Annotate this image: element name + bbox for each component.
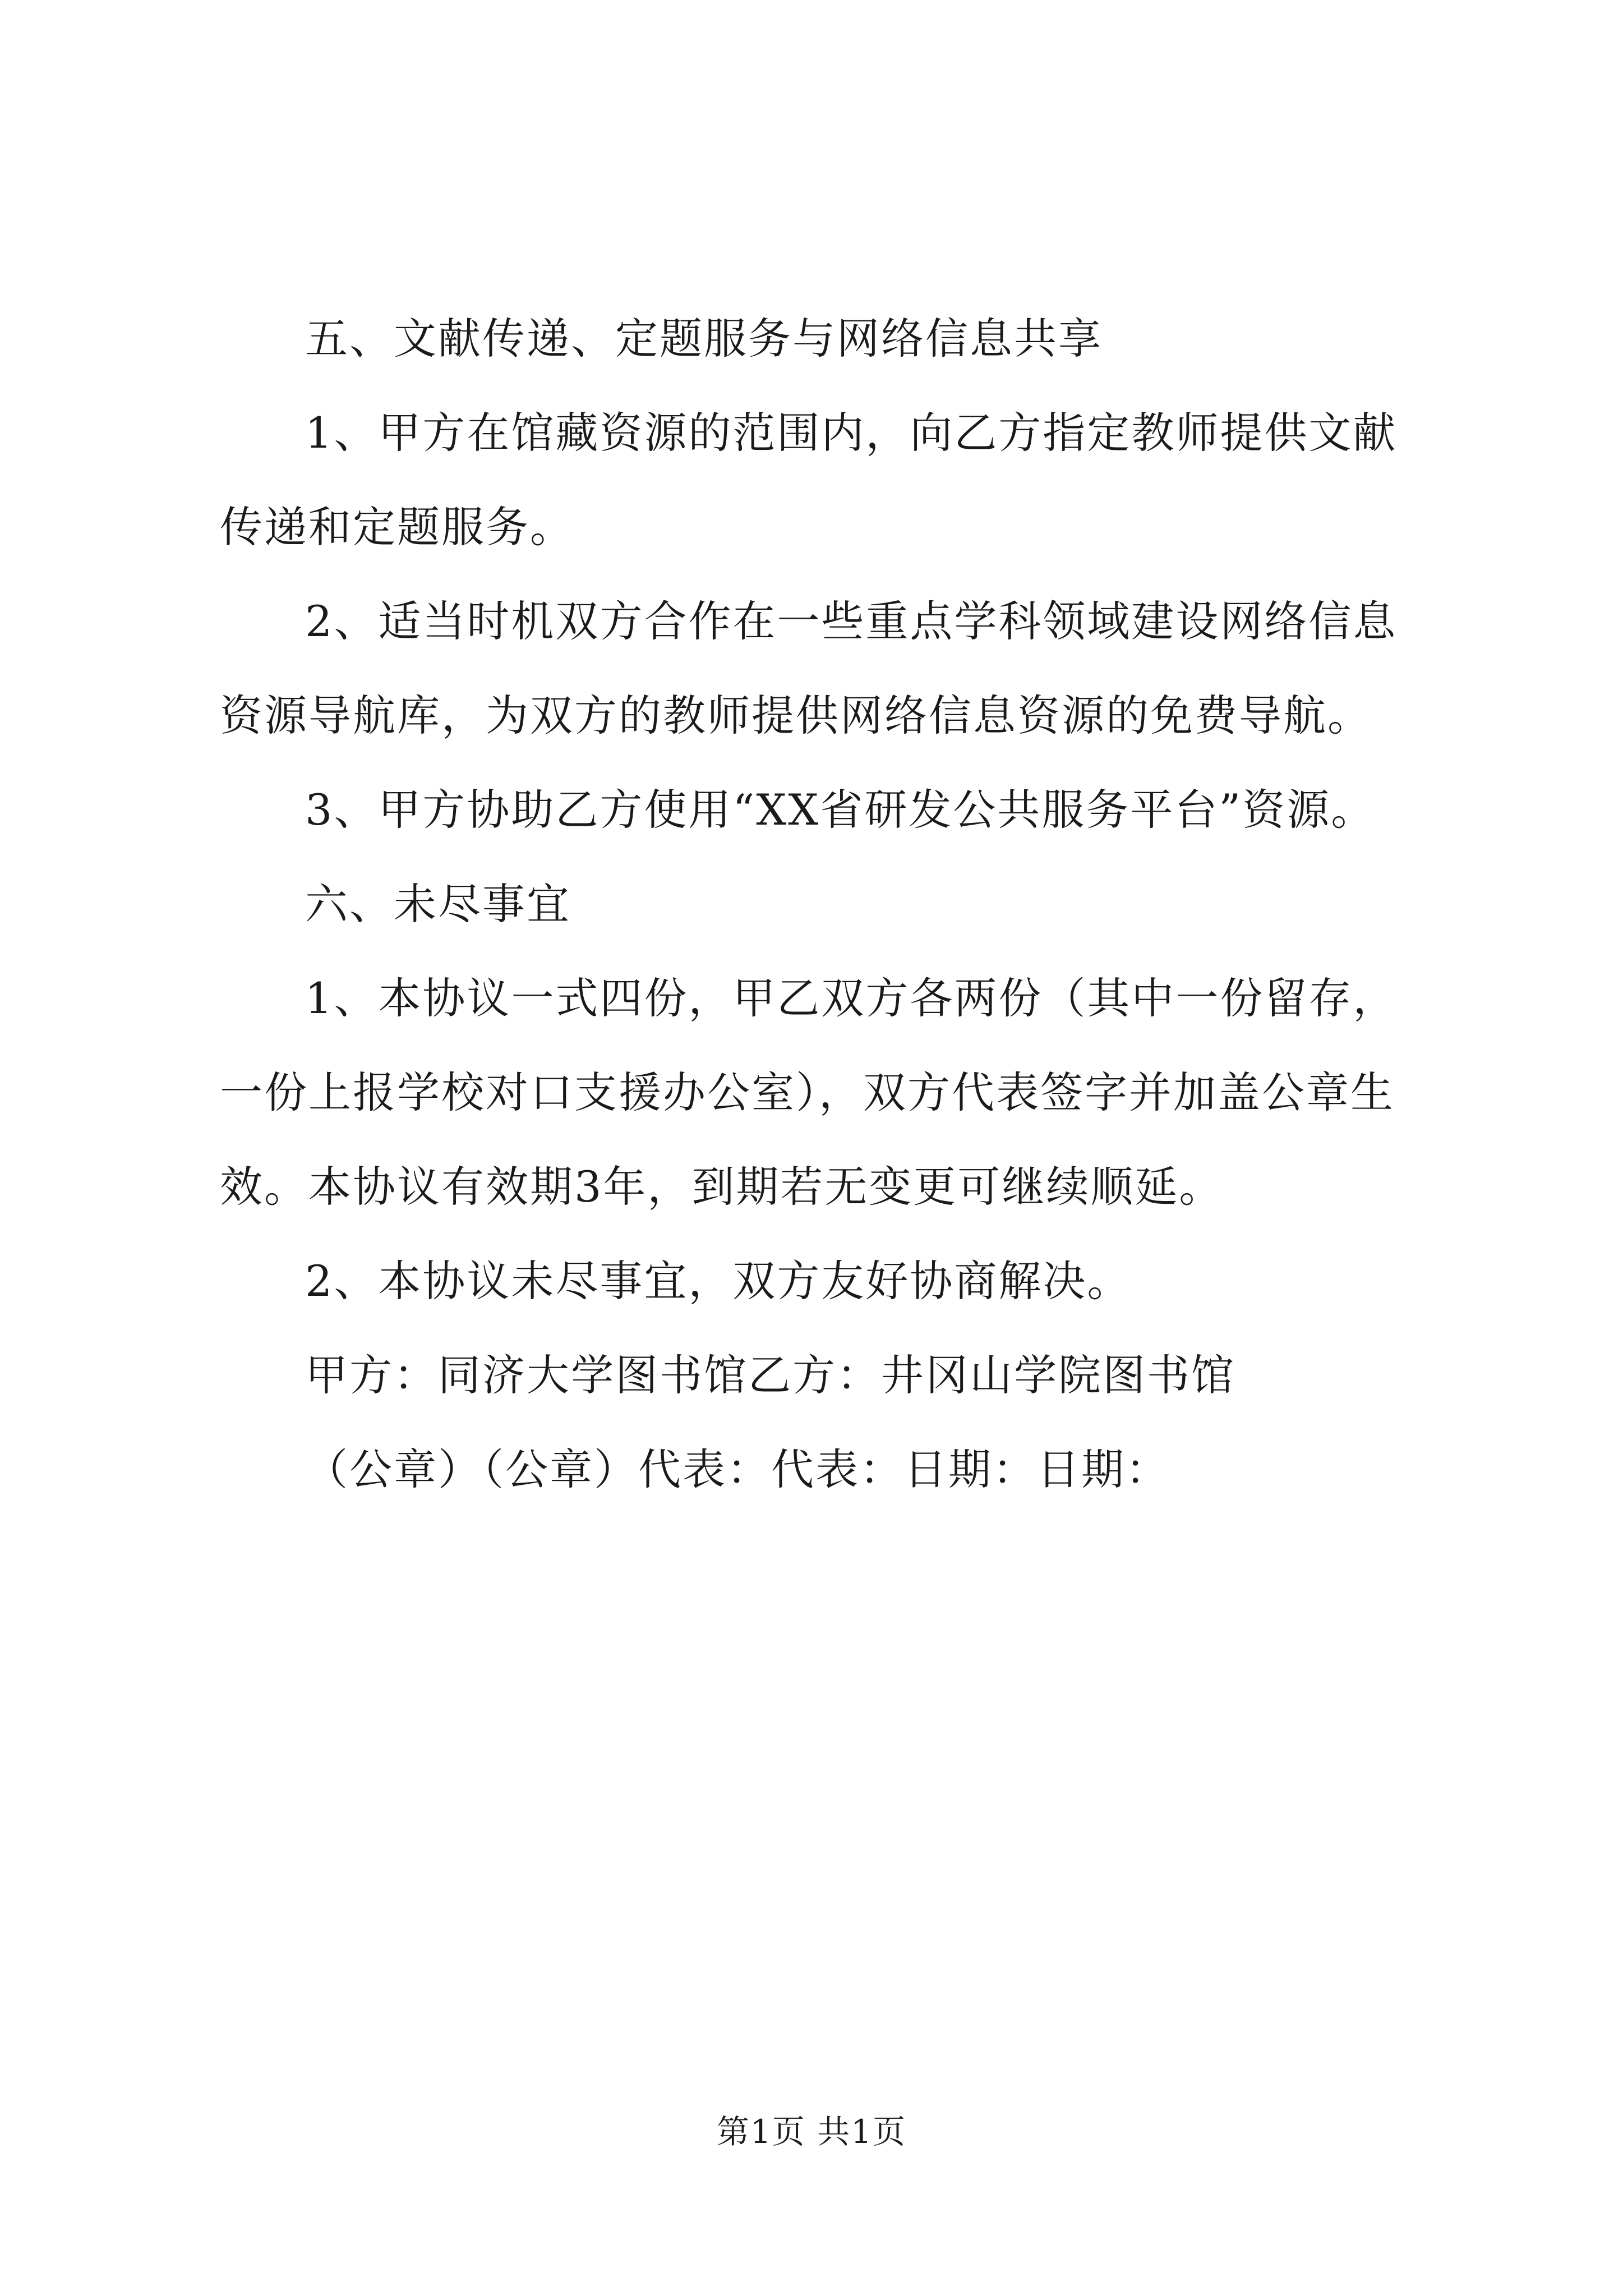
paragraph-6-2: 2、本协议未尽事宜，双方友好协商解决。 <box>305 1256 1132 1306</box>
section-heading-5: 五、文献传递、定题服务与网络信息共享 <box>305 314 1103 364</box>
document-body <box>220 292 1420 1517</box>
signature-parties: 甲方：同济大学图书馆乙方：井冈山学院图书馆 <box>305 1350 1235 1400</box>
signature-seal-date: （公章）（公章）代表：代表：日期：日期： <box>305 1444 1170 1494</box>
paragraph-5-1: 1、甲方在馆藏资源的范围内，向乙方指定教师提供文献传递和定题服务。 <box>220 408 1398 552</box>
paragraph-5-2: 2、适当时机双方合作在一些重点学科领域建设网络信息资源导航库，为双方的教师提供网络信息资源的免费导航。 <box>220 596 1398 740</box>
section-heading-6: 六、未尽事宜 <box>305 879 571 929</box>
page-number: 第1页 共1页 <box>716 2113 907 2151</box>
paragraph-6-1: 1、本协议一式四份，甲乙双方各两份（其中一份留存，一份上报学校对口支援办公室），双方代表签字并加盖公章生效。本协议有效期3年，到期若无变更可继续顺延。 <box>220 973 1398 1212</box>
paragraph-5-3: 3、甲方协助乙方使用“XX省研发公共服务平台”资源。 <box>305 785 1376 835</box>
